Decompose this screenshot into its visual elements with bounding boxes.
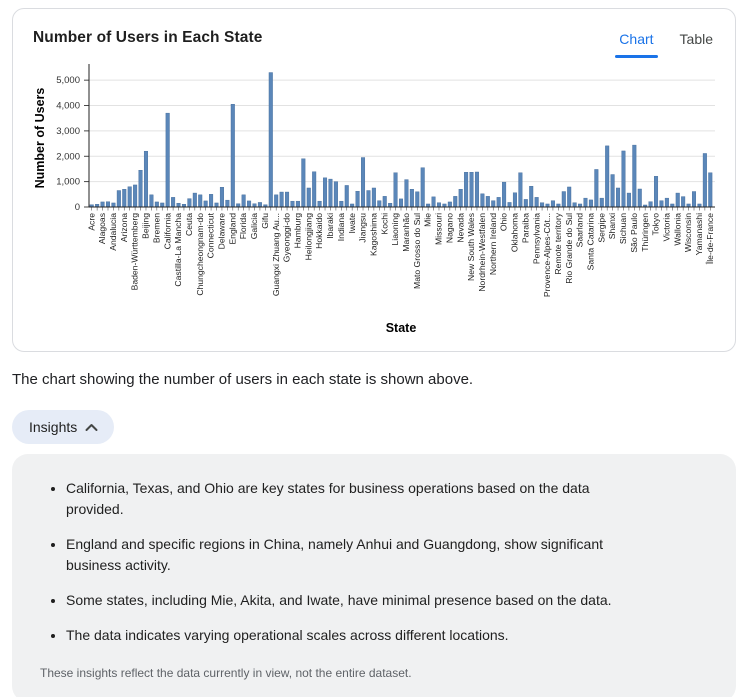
bar[interactable] [280,192,284,207]
bar[interactable] [296,201,300,207]
bar[interactable] [106,202,110,207]
bar[interactable] [535,197,539,207]
bar[interactable] [529,186,533,207]
x-axis-title: State [385,321,417,335]
insights-list [40,478,708,646]
bar[interactable] [307,188,311,207]
bar[interactable] [242,195,246,207]
bar[interactable] [312,172,316,207]
x-tick-label: Andalucia [108,213,119,251]
bar[interactable] [481,194,485,207]
tab-chart[interactable] [619,31,653,56]
bar[interactable] [133,185,137,207]
insight-bullet: • Some states, including Mie, Akita, and Iwate, have minimal presence based on the data. [66,590,638,611]
bar[interactable] [220,187,224,207]
y-tick-label: 0 [74,202,80,213]
bar[interactable] [302,159,306,207]
insights-button[interactable] [12,410,114,444]
y-tick-label: 3,000 [56,125,80,137]
y-tick-label: 1,000 [56,176,80,188]
x-tick-label: Ohio [498,213,509,232]
bar[interactable] [584,198,588,207]
bar[interactable] [605,146,609,207]
bar[interactable] [524,199,528,207]
insights-footnote: These insights reflect the data currently in view, not the entire dataset. [40,666,412,680]
x-tick-label: Missouri [433,213,444,245]
x-tick-label: Hokkaido [314,213,325,249]
bar[interactable] [437,203,441,207]
x-tick-label: Mie [422,213,433,227]
bar[interactable] [101,202,105,207]
bar[interactable] [589,200,593,207]
insight-bullet: • England and specific regions in China, namely Anhui and Guangdong, show significant business activity. [66,534,638,576]
x-tick-label: Wallonia [672,213,683,246]
x-tick-label: Kochi [379,213,390,235]
x-tick-label: Santa Catarina [585,213,596,271]
bar[interactable] [421,168,425,207]
bar[interactable] [323,178,327,207]
bar[interactable] [198,195,202,207]
bar[interactable] [177,203,181,207]
x-tick-label: Connecticut [205,213,216,259]
x-tick-label: California [162,213,173,250]
bar[interactable] [627,193,631,207]
y-axis-title: Number of Users [33,87,47,189]
bar[interactable] [334,182,338,207]
bar[interactable] [394,173,398,207]
x-tick-label: Sergipe [596,213,607,243]
x-tick-label: Beijing [140,213,151,239]
insight-bullet: • California, Texas, and Ohio are key states for business operations based on the data provided. [66,478,638,520]
bar[interactable] [448,202,452,207]
x-tick-label: New South Wales [466,213,477,281]
bar[interactable] [638,189,642,207]
x-tick-label: Acre [86,213,97,231]
x-tick-label: Castilla-La Mancha [173,213,184,287]
bar[interactable] [388,203,392,207]
bar[interactable] [676,193,680,207]
bar[interactable] [611,175,615,207]
bar[interactable] [573,203,577,207]
bar[interactable] [453,196,457,207]
bar[interactable] [155,202,159,207]
x-tick-label: São Paulo [628,213,639,253]
bar[interactable] [247,201,251,207]
x-tick-label: Wisconsin [683,213,694,253]
x-tick-label: Alagoas [97,213,108,245]
x-tick-label: Hamburg [292,213,303,249]
x-tick-label: Delaware [216,213,227,250]
bar[interactable] [209,194,213,207]
bar[interactable] [470,172,474,207]
bar[interactable] [660,201,664,207]
bar[interactable] [188,199,192,207]
bar[interactable] [497,197,501,207]
bar[interactable] [139,170,143,207]
bar[interactable] [361,158,365,207]
x-tick-label: Indiana [335,213,346,242]
bar[interactable] [383,196,387,207]
y-tick-label: 2,000 [56,151,80,163]
bar[interactable] [367,191,371,207]
x-tick-label: Chungcheongnam-do [194,213,205,296]
bar[interactable] [340,201,344,207]
x-tick-label: Kagoshima [368,213,379,256]
bar[interactable] [117,191,121,207]
bar[interactable] [166,113,170,207]
bar[interactable] [150,195,154,207]
bar[interactable] [633,145,637,207]
bar-chart[interactable] [13,56,737,346]
bar[interactable] [171,197,175,207]
x-tick-label: Iwate [346,213,357,234]
bar[interactable] [692,192,696,207]
bar[interactable] [703,153,707,207]
bar[interactable] [708,173,712,207]
bar[interactable] [681,197,685,207]
x-tick-label: Northern Ireland [487,213,498,276]
bar[interactable] [654,176,658,207]
bar[interactable] [372,188,376,207]
bar[interactable] [600,198,604,207]
x-tick-label: Gyeonggi-do [281,213,292,263]
bar[interactable] [513,193,517,207]
bar[interactable] [160,203,164,207]
bar[interactable] [269,73,273,207]
bar[interactable] [475,172,479,207]
chevron-up-icon [85,423,98,432]
bar[interactable] [622,151,626,207]
bar[interactable] [432,197,436,207]
x-tick-label: Liaoning [390,213,401,246]
bar[interactable] [551,201,555,207]
x-tick-label: Yamanashi [694,213,705,256]
bar[interactable] [595,169,599,207]
bar[interactable] [318,201,322,207]
insights-panel [12,454,736,697]
x-tick-label: Shanxi [607,213,618,240]
bar[interactable] [226,200,230,207]
x-tick-label: Ceuta [183,213,194,236]
bar[interactable] [193,193,197,207]
bar[interactable] [329,179,333,207]
bar[interactable] [459,189,463,207]
x-tick-label: Saarland [574,213,585,248]
x-tick-label: Nordrhein-Westfalen [476,213,487,292]
bar[interactable] [502,182,506,207]
card-title: Number of Users in Each State [33,29,263,46]
tab-chart-label: Chart [619,31,654,47]
x-tick-label: England [227,213,238,245]
bar[interactable] [649,202,653,207]
x-tick-label: Paraíba [520,213,531,244]
x-tick-label: Gifu [259,213,270,229]
x-tick-label: Tokyo [650,213,661,236]
x-tick-label: Mato Grosso do Sul [411,213,422,289]
caption-text: The chart showing the number of users in each state is shown above. [12,371,474,388]
x-tick-label: Bremen [151,213,162,244]
bar[interactable] [291,201,295,207]
x-tick-label: Maranhão [401,213,412,252]
tab-table[interactable] [680,31,713,56]
y-tick-label: 4,000 [56,100,80,112]
bar[interactable] [215,203,219,207]
bar[interactable] [405,180,409,207]
bar[interactable] [144,151,148,207]
bar[interactable] [464,172,468,207]
tab-bar [619,31,713,56]
chart-card [12,8,736,352]
bar[interactable] [665,198,669,207]
tab-active-underline [615,55,657,58]
bar[interactable] [519,173,523,207]
bar[interactable] [491,201,495,207]
x-tick-label: Provence-Alpes-Côt... [542,213,553,298]
bar[interactable] [415,192,419,207]
bar[interactable] [567,187,571,207]
x-tick-label: Pennsylvania [531,213,542,265]
bar[interactable] [616,188,620,207]
bar[interactable] [231,104,235,207]
bar[interactable] [258,202,262,207]
x-tick-label: Remote territory [552,213,563,275]
x-tick-label: Sichuan [618,213,629,245]
bar[interactable] [274,195,278,207]
bar[interactable] [508,202,512,207]
bar[interactable] [204,201,208,207]
x-tick-label: Heilongjiang [303,213,314,261]
insight-bullet: • The data indicates varying operational scales across different locations. [66,625,638,646]
tab-table-label: Table [679,31,713,47]
card-header [13,9,735,56]
x-tick-label: Ibaraki [325,213,336,239]
bar[interactable] [112,203,116,207]
bar[interactable] [540,203,544,207]
bar[interactable] [486,196,490,207]
x-tick-label: Jiangsu [357,213,368,243]
x-tick-label: Rio Grande do Sul [563,213,574,284]
x-tick-label: Baden-Württemberg [129,213,140,291]
x-tick-label: Guangxi Zhuang Au... [270,213,281,297]
y-tick-label: 5,000 [56,75,80,87]
x-tick-label: Florida [238,213,249,240]
bar[interactable] [356,191,360,207]
insights-button-label: Insights [29,419,78,435]
bar[interactable] [562,192,566,207]
bar[interactable] [285,192,289,207]
x-tick-label: Arizona [118,213,129,243]
bar[interactable] [410,189,414,207]
x-tick-label: Île-de-France [704,213,715,265]
x-tick-label: Nagano [444,213,455,244]
bar[interactable] [122,189,126,207]
x-tick-label: Victoria [661,213,672,242]
x-tick-label: Thüringen [639,213,650,252]
bar[interactable] [128,187,132,207]
bar[interactable] [399,199,403,207]
x-tick-label: Oklahoma [509,213,520,253]
x-tick-label: Galicia [249,213,260,240]
x-tick-label: Nevada [455,213,466,243]
bar[interactable] [345,185,349,207]
bar[interactable] [377,201,381,207]
